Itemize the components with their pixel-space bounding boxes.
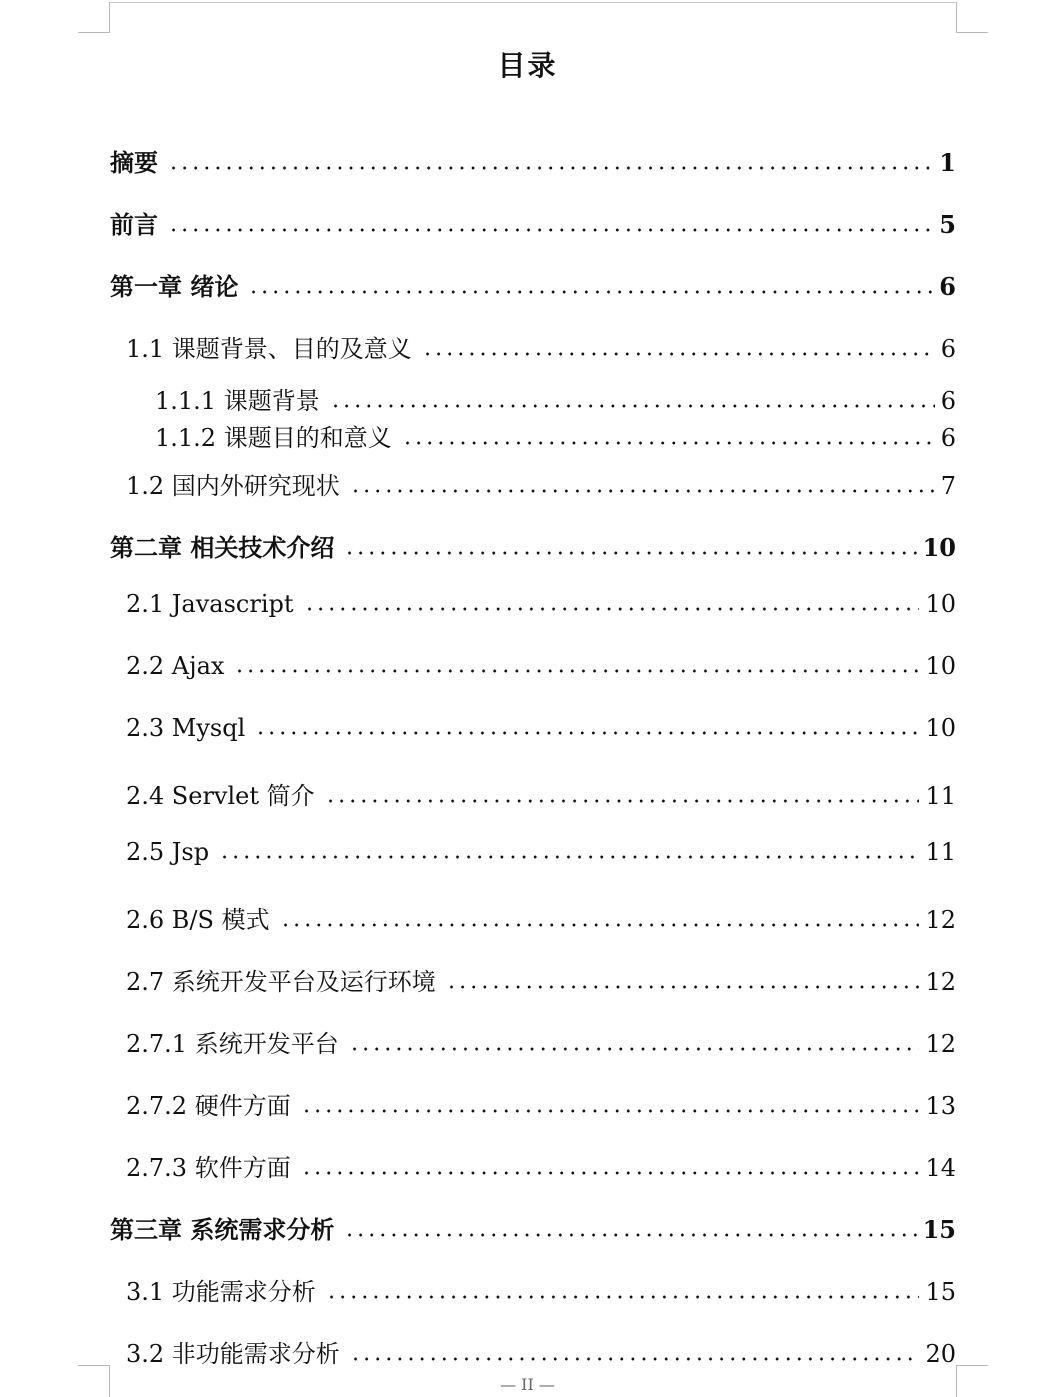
toc-entry[interactable] bbox=[126, 652, 956, 680]
toc-entry-label: 1.2 国内外研究现状 bbox=[126, 472, 340, 500]
toc-entry-page: 6 bbox=[940, 387, 956, 415]
toc-entry[interactable] bbox=[110, 528, 956, 563]
toc-entry-label: 3.1 功能需求分析 bbox=[126, 1278, 316, 1306]
toc-entry-label: 2.1 Javascript bbox=[126, 590, 294, 618]
toc-entry-page: 10 bbox=[925, 714, 956, 742]
toc-title: 目录 bbox=[497, 49, 558, 82]
toc-entry-label: 3.2 非功能需求分析 bbox=[126, 1340, 340, 1368]
toc-dot-leader bbox=[422, 337, 935, 357]
crop-mark-top-right-h bbox=[956, 32, 988, 33]
toc-dot-leader bbox=[234, 654, 919, 674]
toc-entry-page: 1 bbox=[939, 148, 956, 177]
toc-entry-page: 10 bbox=[925, 590, 956, 618]
toc-entry[interactable] bbox=[126, 1272, 956, 1307]
toc-entry-label: 1.1 课题背景、目的及意义 bbox=[126, 335, 412, 363]
toc-entry[interactable] bbox=[126, 962, 956, 997]
page-number-footer: — II — bbox=[500, 1375, 555, 1394]
crop-mark-top-right-v bbox=[956, 2, 957, 33]
toc-entry[interactable] bbox=[126, 776, 956, 811]
toc-dot-leader bbox=[325, 784, 920, 804]
toc-entry-page: 11 bbox=[925, 838, 956, 866]
toc-entry[interactable] bbox=[126, 329, 956, 364]
toc-dot-leader bbox=[350, 474, 935, 494]
toc-entry[interactable] bbox=[126, 1086, 956, 1121]
toc-entry[interactable] bbox=[126, 714, 956, 742]
toc-entry-page: 6 bbox=[940, 335, 956, 363]
toc-entry-label: 2.7.3 软件方面 bbox=[126, 1154, 291, 1182]
toc-entry-page: 10 bbox=[925, 652, 956, 680]
toc-entry-label: 2.6 B/S 模式 bbox=[126, 906, 270, 934]
toc-entry-label: 2.4 Servlet 简介 bbox=[126, 782, 315, 810]
toc-dot-leader bbox=[344, 536, 916, 556]
toc-entry[interactable] bbox=[155, 418, 956, 453]
toc-entry-page: 7 bbox=[940, 472, 956, 500]
toc-dot-leader bbox=[344, 1218, 916, 1238]
toc-entry[interactable] bbox=[110, 267, 956, 302]
toc-entry-label: 第二章 相关技术介绍 bbox=[110, 533, 335, 562]
toc-dot-leader bbox=[301, 1156, 920, 1176]
toc-entry-page: 6 bbox=[939, 272, 956, 301]
toc-entry-label: 2.3 Mysql bbox=[126, 714, 246, 742]
toc-entry-page: 10 bbox=[922, 533, 956, 562]
toc-entry[interactable] bbox=[110, 143, 956, 178]
toc-entry[interactable] bbox=[126, 1148, 956, 1183]
toc-entry-page: 6 bbox=[940, 424, 956, 452]
toc-entry[interactable] bbox=[126, 590, 956, 618]
crop-mark-top-left-h bbox=[78, 32, 110, 33]
toc-dot-leader bbox=[168, 213, 933, 233]
toc-dot-leader bbox=[301, 1094, 920, 1114]
toc-entry-label: 第三章 系统需求分析 bbox=[110, 1215, 335, 1244]
toc-entry-page: 15 bbox=[922, 1215, 956, 1244]
toc-entry[interactable] bbox=[126, 900, 956, 935]
toc-entry-label: 摘要 bbox=[110, 148, 158, 177]
toc-dot-leader bbox=[248, 275, 933, 295]
toc-dot-leader bbox=[330, 389, 935, 409]
toc-entry-label: 第一章 绪论 bbox=[110, 272, 239, 301]
toc-entry-label: 2.7.1 系统开发平台 bbox=[126, 1030, 339, 1058]
toc-entry[interactable] bbox=[110, 1210, 956, 1245]
toc-entry-label: 2.7.2 硬件方面 bbox=[126, 1092, 291, 1120]
crop-mark-bottom-right-h bbox=[956, 1365, 988, 1366]
toc-entry-label: 1.1.2 课题目的和意义 bbox=[155, 424, 392, 452]
toc-entry-page: 5 bbox=[939, 210, 956, 239]
toc-entry[interactable] bbox=[110, 205, 956, 240]
toc-entry[interactable] bbox=[126, 1024, 956, 1059]
toc-dot-leader bbox=[219, 840, 919, 860]
toc-entry-page: 15 bbox=[925, 1278, 956, 1306]
toc-entry-page: 20 bbox=[925, 1340, 956, 1368]
toc-entry-page: 11 bbox=[925, 782, 956, 810]
toc-dot-leader bbox=[304, 592, 920, 612]
toc-entry-label: 1.1.1 课题背景 bbox=[155, 387, 320, 415]
toc-entry-page: 12 bbox=[925, 1030, 956, 1058]
crop-mark-bottom-left-h bbox=[78, 1365, 110, 1366]
toc-dot-leader bbox=[168, 151, 933, 171]
toc-entry-label: 2.5 Jsp bbox=[126, 838, 210, 866]
toc-entry-label: 前言 bbox=[110, 210, 158, 239]
crop-mark-top-left-v bbox=[109, 2, 110, 33]
toc-entry-page: 12 bbox=[925, 968, 956, 996]
toc-dot-leader bbox=[350, 1342, 920, 1362]
toc-entry[interactable] bbox=[126, 838, 956, 866]
toc-entry-label: 2.7 系统开发平台及运行环境 bbox=[126, 968, 436, 996]
toc-entry-page: 13 bbox=[925, 1092, 956, 1120]
toc-entry[interactable] bbox=[126, 1334, 956, 1369]
toc-entry[interactable] bbox=[155, 381, 956, 416]
toc-entry-page: 14 bbox=[925, 1154, 956, 1182]
toc-dot-leader bbox=[255, 716, 919, 736]
toc-entry[interactable] bbox=[126, 466, 956, 501]
page-top-edge bbox=[109, 2, 956, 3]
toc-entry-page: 12 bbox=[925, 906, 956, 934]
toc-dot-leader bbox=[446, 970, 920, 990]
toc-entry-label: 2.2 Ajax bbox=[126, 652, 225, 680]
toc-dot-leader bbox=[280, 908, 920, 928]
toc-dot-leader bbox=[349, 1032, 920, 1052]
toc-dot-leader bbox=[326, 1280, 920, 1300]
toc-dot-leader bbox=[402, 426, 935, 446]
